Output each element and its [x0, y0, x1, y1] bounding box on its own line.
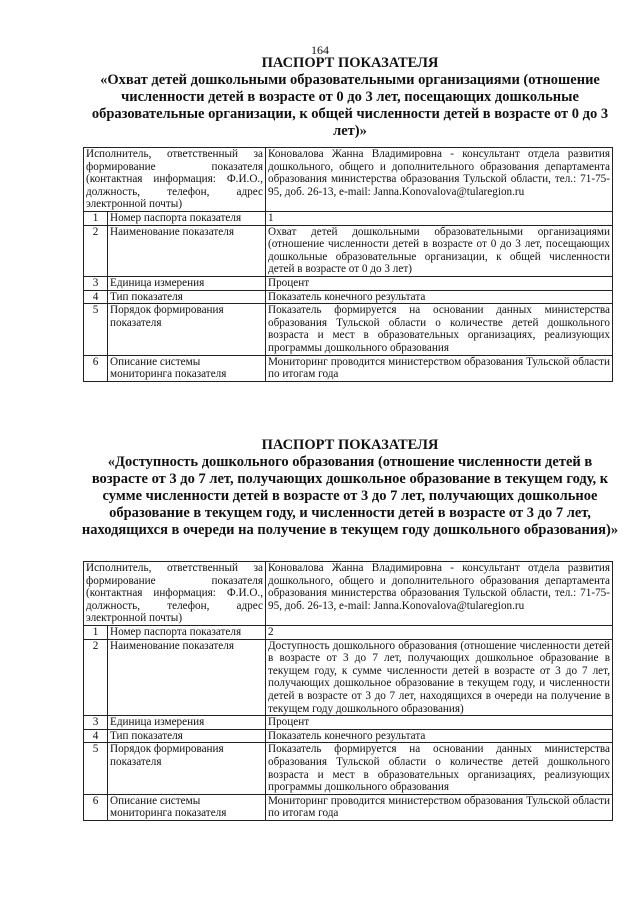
row-value: Показатель формируется на основании данных министерства образования Тульской области о количестве детей дошкольного возраста и мест в образовательных организациях, реализующих программы дошкольного образования	[266, 743, 613, 794]
row-value: 2	[266, 625, 613, 639]
table-row	[84, 794, 613, 820]
row-number: 1	[84, 211, 108, 225]
executor-label: Исполнитель, ответственный за формирование показателя (контактная информация: Ф.И.О., должность, телефон, адрес электронной почты)	[84, 562, 266, 626]
passport-1-subtitle: «Охват детей дошкольными образовательными организациями (отношение численности детей в возрасте от 0 до 3 лет, посещающих дошкольные образовательные организации, к общей численности детей в возрасте от 0 до 3 лет)»	[91, 72, 609, 139]
table-row	[84, 716, 613, 730]
row-value: 1	[266, 211, 613, 225]
table-row	[84, 639, 613, 716]
row-number: 3	[84, 716, 108, 730]
row-number: 2	[84, 639, 108, 716]
passport-2-table	[83, 561, 613, 821]
row-number: 6	[84, 794, 108, 820]
passport-1-heading: ПАСПОРТ ПОКАЗАТЕЛЯ	[261, 55, 439, 71]
table-row	[84, 625, 613, 639]
row-number: 2	[84, 225, 108, 276]
row-name: Единица измерения	[108, 716, 266, 730]
executor-value: Коновалова Жанна Владимировна - консультант отдела развития дошкольного, общего и дополнительного образования департамента образования министерства образования Тульской области, тел.: 71-75-95, доб. 26-13, e-mail: Janna.Konovalova@tularegion.ru	[266, 148, 613, 212]
row-value: Охват детей дошкольными образовательными организациями (отношение численности детей в возрасте от 0 до 3 лет, посещающих дошкольные образовательные организации, к общей численности детей в возрасте от 0 до 3 лет)	[266, 225, 613, 276]
row-value: Показатель формируется на основании данных министерства образования Тульской области о количестве детей дошкольного возраста и мест в образовательных организациях, реализующих программы дошкольного образования	[266, 304, 613, 355]
table-row	[84, 304, 613, 355]
row-name: Описание системы мониторинга показателя	[108, 794, 266, 820]
row-number: 4	[84, 729, 108, 743]
table-row	[84, 276, 613, 290]
row-number: 5	[84, 304, 108, 355]
row-name: Наименование показателя	[108, 225, 266, 276]
row-name: Порядок формирования показателя	[108, 304, 266, 355]
table-row	[84, 743, 613, 794]
table-row	[84, 729, 613, 743]
passport-2-subtitle: «Доступность дошкольного образования (отношение численности детей в возрасте от 3 до 7 лет, получающих дошкольное образование в текущем году, к сумме численности детей в возрасте от 3 до 7 лет, получающих дошкольное образование в текущем году, и численности детей в возрасте от 3 до 7 лет, находящихся в очереди на получение в текущем году дошкольного образования)»	[81, 454, 619, 538]
row-name: Номер паспорта показателя	[108, 211, 266, 225]
executor-value: Коновалова Жанна Владимировна - консультант отдела развития дошкольного, общего и дополнительного образования департамента образования министерства образования Тульской области, тел.: 71-75-95, доб. 26-13, e-mail: Janna.Konovalova@tularegion.ru	[266, 562, 613, 626]
row-value: Доступность дошкольного образования (отношение численности детей в возрасте от 3 до 7 лет, получающих дошкольное образование в текущем году, к сумме численности детей в возрасте от 3 до 7 лет, получающих дошкольное образование в текущем году, и численности детей в возрасте от 3 до 7 лет, находящихся в очереди на получение в текущем году дошкольного образования)	[266, 639, 613, 716]
row-value: Показатель конечного результата	[266, 729, 613, 743]
row-value: Процент	[266, 276, 613, 290]
row-value: Мониторинг проводится министерством образования Тульской области по итогам года	[266, 794, 613, 820]
page-number: 164	[311, 43, 329, 57]
table-row	[84, 355, 613, 381]
row-name: Описание системы мониторинга показателя	[108, 355, 266, 381]
table-row	[84, 290, 613, 304]
table-row	[84, 211, 613, 225]
row-number: 5	[84, 743, 108, 794]
row-name: Наименование показателя	[108, 639, 266, 716]
table-row	[84, 225, 613, 276]
row-name: Единица измерения	[108, 276, 266, 290]
row-number: 3	[84, 276, 108, 290]
row-name: Порядок формирования показателя	[108, 743, 266, 794]
passport-1-table	[83, 147, 613, 382]
passport-2-heading: ПАСПОРТ ПОКАЗАТЕЛЯ	[261, 437, 439, 453]
row-name: Номер паспорта показателя	[108, 625, 266, 639]
row-number: 4	[84, 290, 108, 304]
executor-label: Исполнитель, ответственный за формирование показателя (контактная информация: Ф.И.О., должность, телефон, адрес электронной почты)	[84, 148, 266, 212]
executor-row	[84, 562, 613, 626]
row-number: 1	[84, 625, 108, 639]
row-name: Тип показателя	[108, 729, 266, 743]
executor-row	[84, 148, 613, 212]
row-number: 6	[84, 355, 108, 381]
row-name: Тип показателя	[108, 290, 266, 304]
row-value: Мониторинг проводится министерством образования Тульской области по итогам года	[266, 355, 613, 381]
row-value: Показатель конечного результата	[266, 290, 613, 304]
row-value: Процент	[266, 716, 613, 730]
